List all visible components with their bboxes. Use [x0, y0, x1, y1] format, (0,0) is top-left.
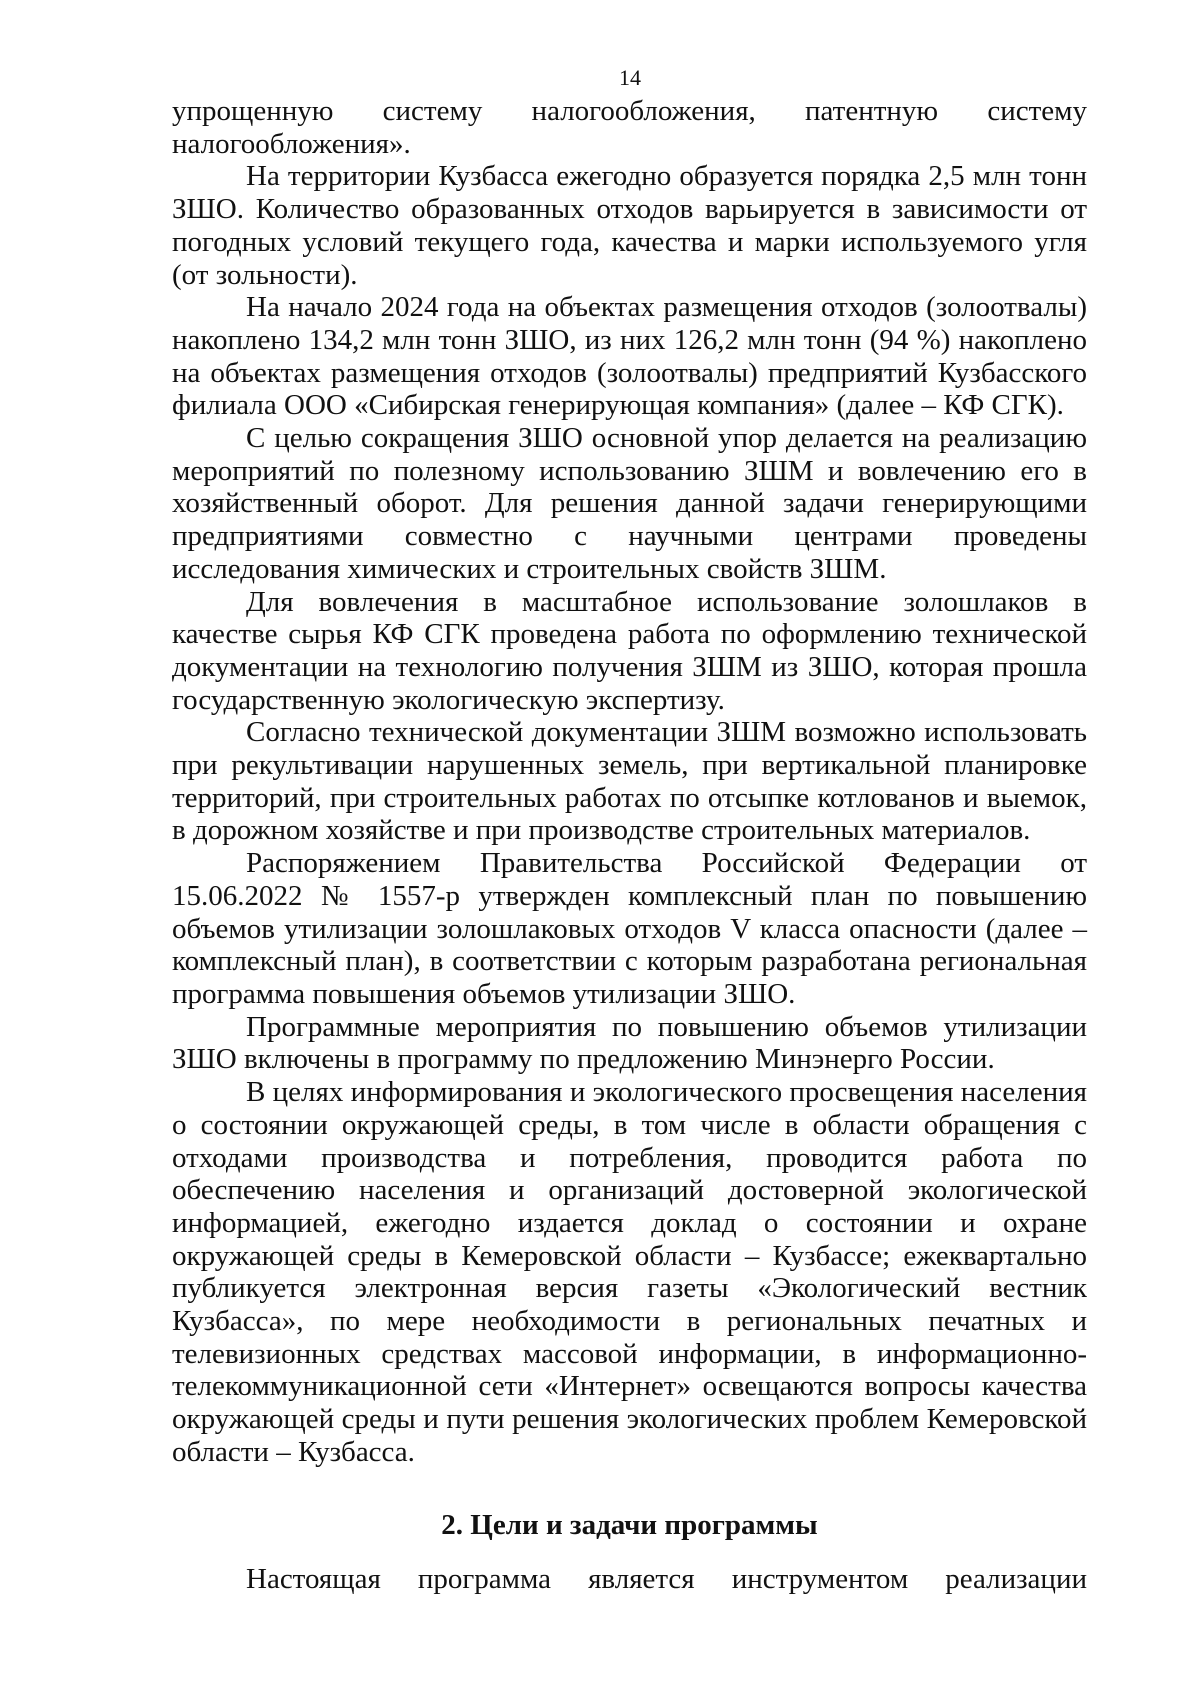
paragraph: Согласно технической документации ЗШМ возможно использовать при рекультивации нарушенных земель, при вертикальной планировке территорий, при строительных работах по отсыпке котлованов и выемок, в дорожном хозяйстве и при производстве строительных материалов.: [172, 716, 1087, 847]
paragraph: Распоряжением Правительства Российской Федерации от 15.06.2022 № 1557-р утвержден комплексный план по повышению объемов утилизации золошлаковых отходов V класса опасности (далее – комплексный план), в соответствии с которым разработана региональная программа повышения объемов утилизации ЗШО.: [172, 847, 1087, 1010]
paragraph: упрощенную систему налогообложения, патентную систему налогообложения».: [172, 95, 1087, 160]
document-body: [172, 95, 1087, 1596]
paragraph: Программные мероприятия по повышению объемов утилизации ЗШО включены в программу по предложению Минэнерго России.: [172, 1010, 1087, 1076]
paragraph: На территории Кузбасса ежегодно образуется порядка 2,5 млн тонн ЗШО. Количество образованных отходов варьируется в зависимости от погодных условий текущего года, качества и марки используемого угля (от зольности).: [172, 160, 1087, 291]
section-heading: 2. Цели и задачи программы: [441, 1508, 818, 1541]
page-number: 14: [619, 65, 641, 90]
paragraph: На начало 2024 года на объектах размещения отходов (золоотвалы) накоплено 134,2 млн тонн ЗШО, из них 126,2 млн тонн (94 %) накоплено на объектах размещения отходов (золоотвалы) предприятий Кузбасского филиала ООО «Сибирская генерирующая компания» (далее – КФ СГК).: [172, 291, 1087, 422]
paragraph: В целях информирования и экологического просвещения населения о состоянии окружающей среды, в том числе в области обращения с отходами производства и потребления, проводится работа по обеспечению населения и организаций достоверной экологической информацией, ежегодно издается доклад о состоянии и охране окружающей среды в Кемеровской области – Кузбассе; ежеквартально публикуется электронная версия газеты «Экологический вестник Кузбасса», по мере необходимости в региональных печатных и телевизионных средствах массовой информации, в информационно-телекоммуникационной сети «Интернет» освещаются вопросы качества окружающей среды и пути решения экологических проблем Кемеровской области – Кузбасса.: [172, 1076, 1087, 1468]
paragraph: С целью сокращения ЗШО основной упор делается на реализацию мероприятий по полезному использованию ЗШМ и вовлечению его в хозяйственный оборот. Для решения данной задачи генерирующими предприятиями совместно с научными центрами проведены исследования химических и строительных свойств ЗШМ.: [172, 422, 1087, 585]
paragraph: Для вовлечения в масштабное использование золошлаков в качестве сырья КФ СГК проведена работа по оформлению технической документации на технологию получения ЗШМ из ЗШО, которая прошла государственную экологическую экспертизу.: [172, 585, 1087, 716]
paragraph: Настоящая программа является инструментом реализации: [246, 1563, 1087, 1596]
